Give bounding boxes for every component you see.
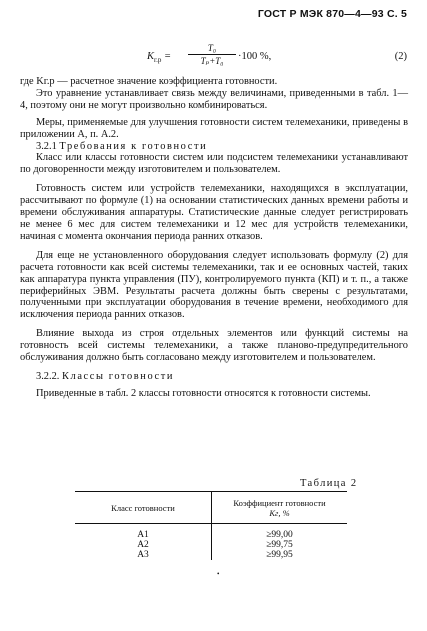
table-cell-value: ≥99,95 [266, 550, 293, 560]
formula-fraction [188, 43, 236, 67]
table-2-title: Таблица 2 [300, 478, 358, 489]
table-header-row [75, 492, 347, 524]
table-cell-value: ≥99,75 [266, 540, 293, 550]
body-text-top [20, 76, 408, 400]
section-heading-3-2-2: 3.2.2. Классы готовности [36, 370, 175, 382]
formula-2 [0, 40, 427, 72]
formula-denominator: Tₚ+T₀ [200, 56, 224, 66]
paragraph-equation-relation: Это уравнение устанавливает связь между величинами, приведенными в табл. 1—4, поэтому они не могут произвольно комбинироваться. [20, 87, 408, 111]
paragraph-table-intro: Приведенные в табл. 2 классы готовности относятся к готовности системы. [36, 387, 371, 399]
availability-class-table [75, 491, 347, 560]
formula-lhs: $K_{г.р}$ = [147, 51, 172, 65]
formula-numerator: T₀ [207, 43, 217, 53]
formula-number: (2) [394, 51, 407, 62]
paragraph-availability-classes: Класс или классы готовности систем или подсистем телемеханики устанавливают по договоренности между изготовителем и пользователем. [20, 152, 408, 176]
paragraph-new-equipment: Для еще не установленного оборудования следует использовать формулу (2) для расчета готовности как всей системы телемеханики, так и ее основных частей, таких как аппаратура пункта управления (ПУ), контролируемого пункта (КП) и т. п., а также периферийных ЭВМ. Результаты расчета должны быть сверены с результатами, полученными при эксплуатации оборудования в течение времени, необходимого для исключения периода ранних отказов. [20, 249, 408, 321]
page-header: ГОСТ Р МЭК 870—4—93 С. 5 [257, 8, 407, 20]
table-row [75, 550, 347, 560]
paragraph-element-failures: Влияние выхода из строя отдельных элементов или функций системы на готовность всей системы телемеханики, а также планово-предупредительного обслуживания должно быть согласовано между изготовителем и пользователем. [20, 328, 408, 364]
section-heading-3-2-1: 3.2.1 Требования к готовности [36, 140, 208, 152]
table-cell-class: A2 [75, 540, 212, 550]
paragraph-operational-availability: Готовность систем или устройств телемеханики, находящихся в эксплуатации, рассчитывают по формуле (1) на основании статистических данных времени работы и времени обслуживания аппаратуры. Статистические данные следует регистрировать не менее 6 мес для систем телемеханики и 12 мес для устройств телемеханики, начиная с момента окончания периода ранних отказов. [20, 183, 408, 242]
table-header-coefficient: Коэффициент готовности Kг, % [212, 492, 348, 524]
table-row [75, 540, 347, 550]
table-cell-class: A3 [75, 550, 212, 560]
table-header-class: Класс готовности [75, 492, 212, 524]
table-cell-value: ≥99,00 [266, 530, 293, 540]
table-cell-class: A1 [75, 524, 212, 541]
fraction-bar [188, 54, 236, 55]
paragraph-measures: Меры, применяемые для улучшения готовности систем телемеханики, приведены в приложении А, п. А.2. [20, 116, 408, 140]
paragraph-where: где Kг.р — расчетное значение коэффициента готовности. [20, 76, 278, 87]
formula-multiplier: ·100 %, [238, 51, 272, 62]
page-mark: • [217, 570, 220, 578]
table-row [75, 524, 347, 541]
